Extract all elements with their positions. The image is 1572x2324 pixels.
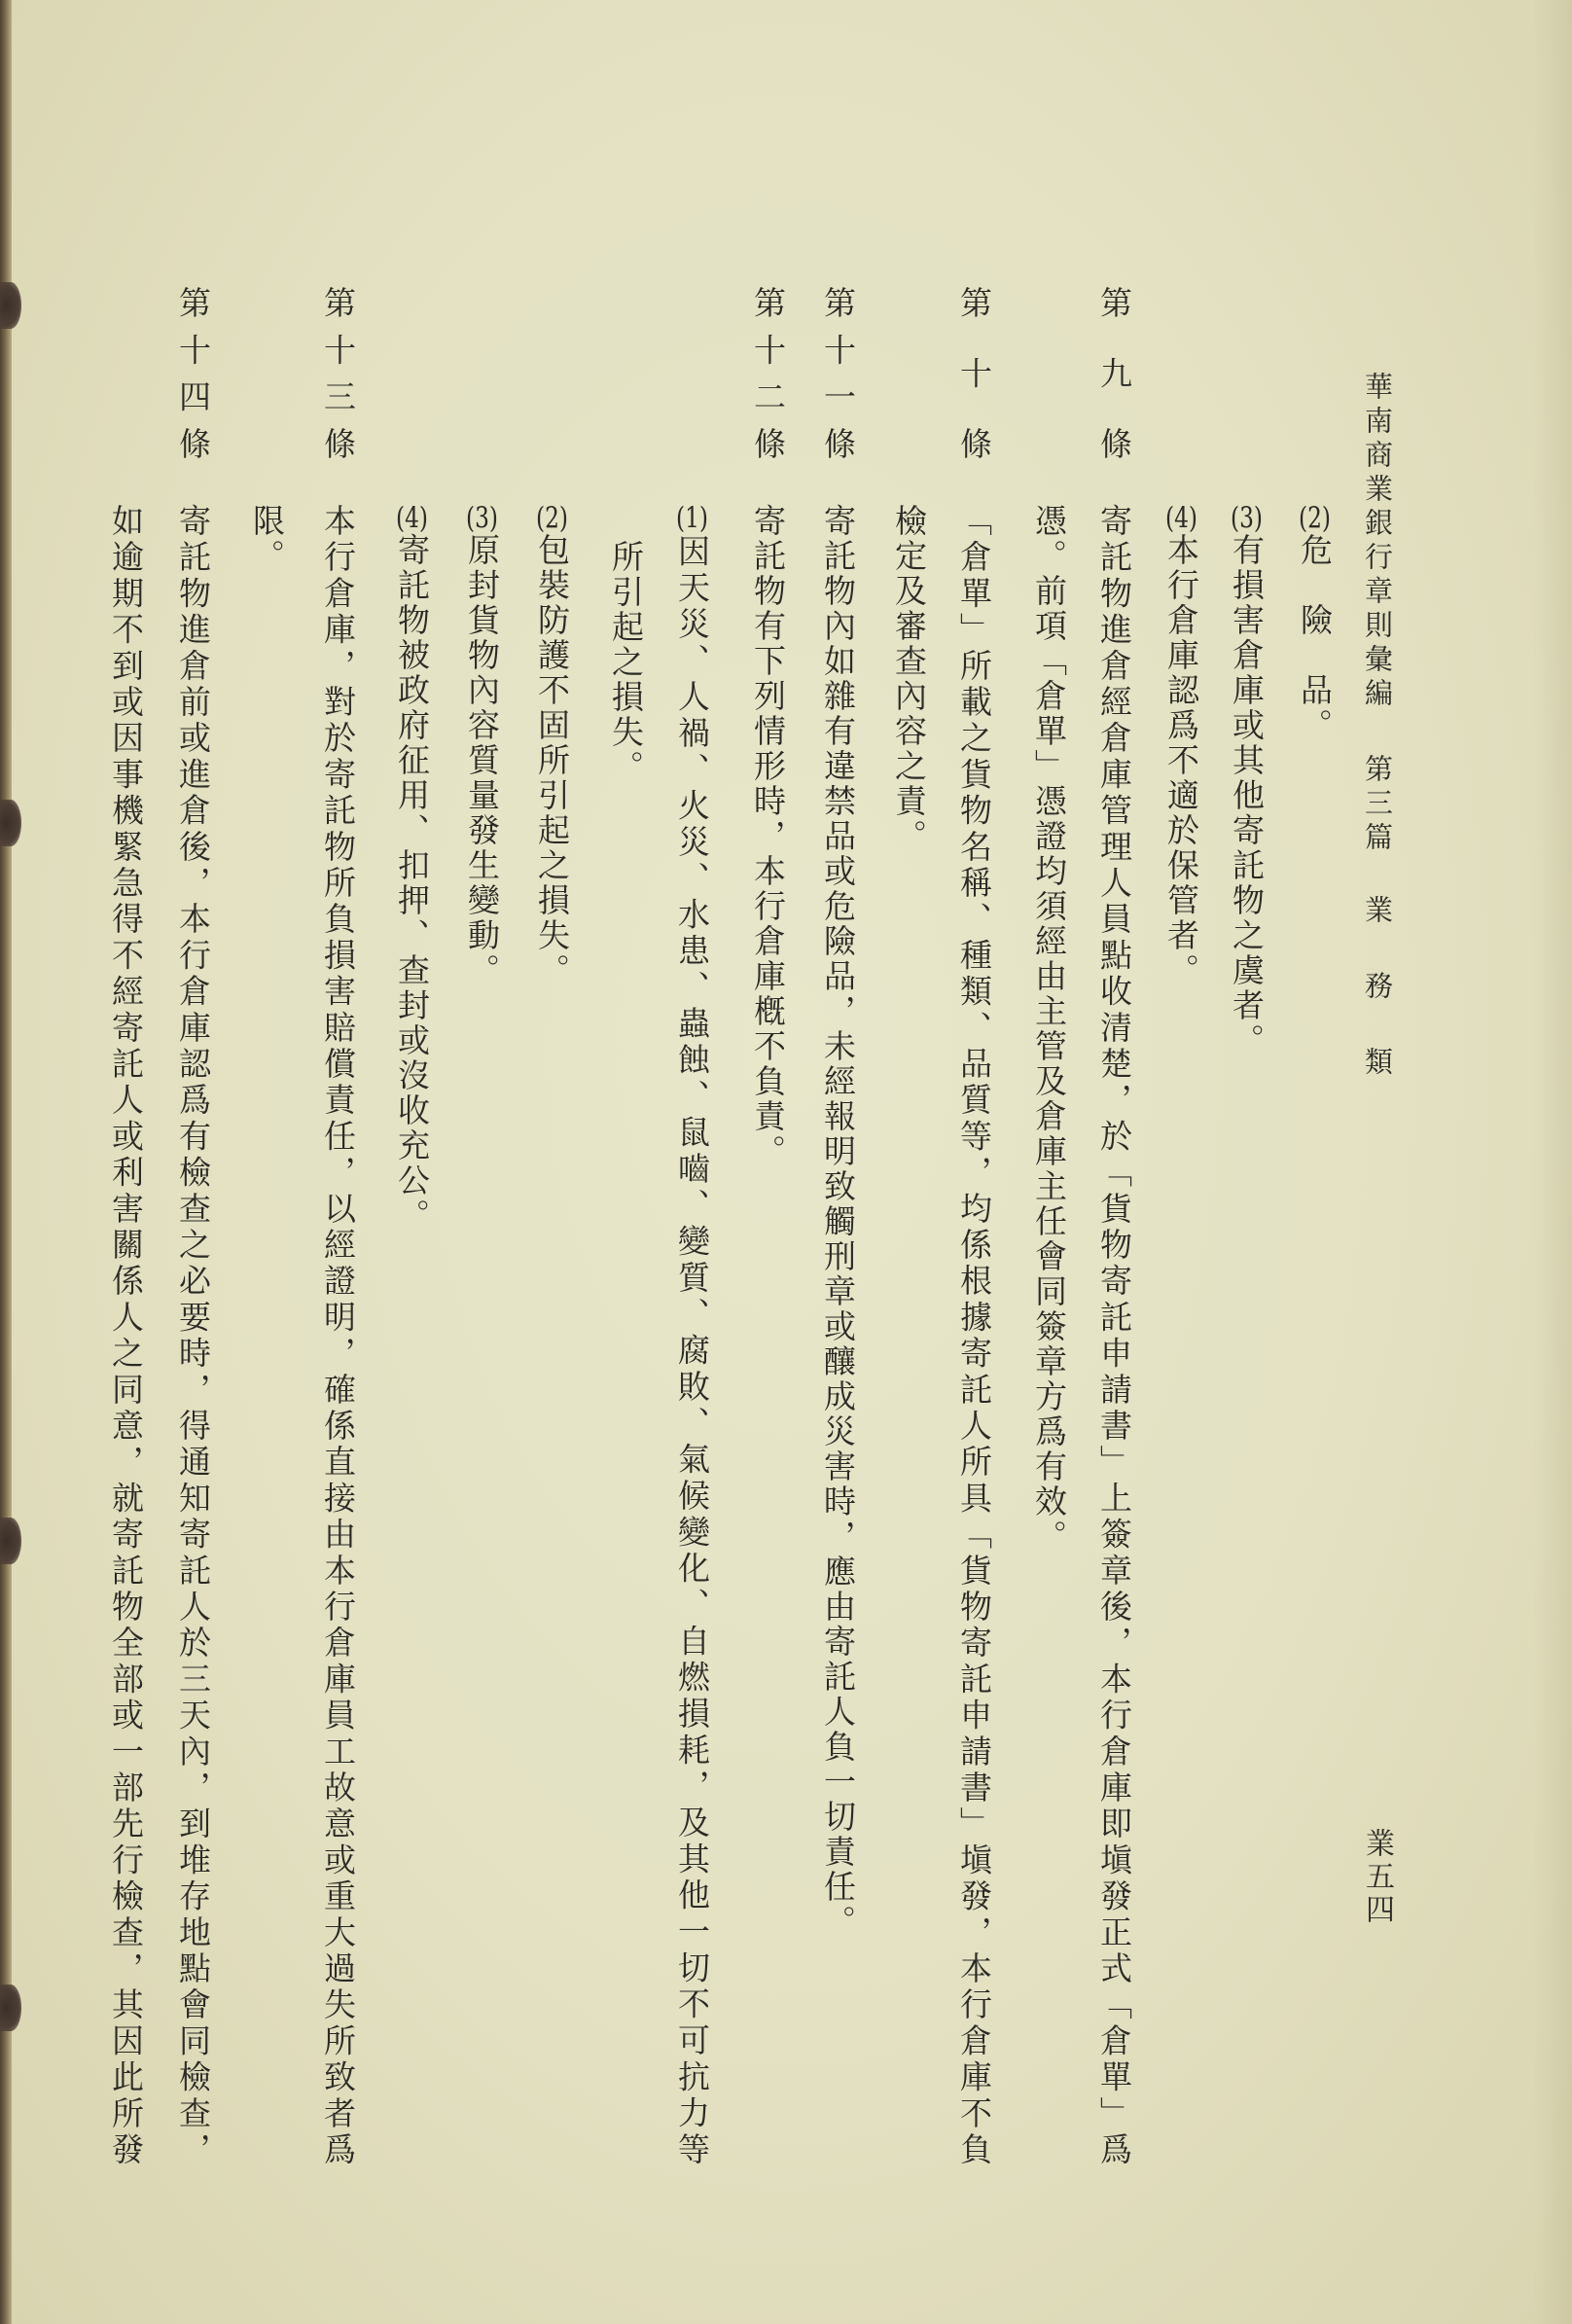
article-number: 第九條 [1095,286,1133,462]
item-text: 寄託物被政府征用、扣押、查封或沒收充公。 [393,533,431,1234]
item-text: 包裝防護不固所引起之損失。 [533,533,571,988]
item-marker: (2) [536,504,568,533]
list-item [1297,504,1333,743]
page-edge-shadow [1533,0,1572,2324]
article-number: 第十條 [955,286,993,462]
list-item [1163,504,1199,988]
book-binding-edge [0,0,12,2324]
article-text-line: 如逾期不到或因事機緊急得不經寄託人或利害關係人之同意，就寄託物全部或一部先行檢查，其因此所發 [107,504,145,2167]
item-text: 因天災、人禍、火災、水患、蟲蝕、鼠嚙、變質、腐敗、氣候變化、自燃損耗，及其他一切不可抗力等 [673,534,711,2167]
header-category: 業務類 [1361,895,1394,1123]
article-text-line: 寄託物有下列情形時，本行倉庫槪不負責。 [749,504,787,1169]
binding-stitch [0,282,21,329]
item-marker: (4) [1165,504,1197,533]
binding-stitch [0,800,21,846]
binding-stitch [0,1984,21,2031]
list-item [534,504,570,988]
item-text: 原封貨物內容質量發生變動。 [463,533,501,988]
item-text: 有損害倉庫或其他寄託物之虞者。 [1228,533,1266,1058]
item-marker: (1) [676,504,708,533]
item-text-continuation: 所引起之損失。 [607,540,645,785]
header-part: 第三篇 [1361,754,1394,856]
article-number: 第十二條 [749,286,787,462]
article-text-line: 限。 [248,504,286,574]
article-text-line: 寄託物進倉前或進倉後，本行倉庫認爲有檢查之必要時，得通知寄託人於三天內，到堆存地點會同檢查， [174,504,212,2167]
article-text-line: 本行倉庫，對於寄託物所負損害賠償責任，以經證明，確係直接由本行倉庫員工故意或重大過失所致者爲 [319,504,357,2167]
item-marker: (2) [1299,504,1331,533]
article-text-line: 檢定及審查內容之責。 [890,504,928,854]
list-item [394,504,430,1234]
item-marker: (3) [1231,504,1263,533]
list-item [674,504,710,2167]
page-number: 業五四 [1360,1828,1394,1927]
article-number: 第十三條 [319,286,357,462]
item-text: 危 險 品。 [1296,533,1334,743]
item-text: 本行倉庫認爲不適於保管者。 [1162,533,1200,988]
list-item [464,504,500,988]
article-text-line: 寄託物進倉經倉庫管理人員點收清楚，於「貨物寄託申請書」上簽章後，本行倉庫即塡發正式「倉單」爲 [1095,504,1133,2167]
item-marker: (4) [396,504,428,533]
list-item [1229,504,1265,1058]
article-text-line: 寄託物內如雜有違禁品或危險品，未經報明致觸刑章或釀成災害時，應由寄託人負一切責任。 [819,504,857,1940]
binding-stitch [0,1518,21,1564]
item-marker: (3) [466,504,498,533]
article-number: 第十一條 [819,286,857,462]
article-text-line: 「倉單」所載之貨物名稱、種類、品質等，均係根據寄託人所具「貨物寄託申請書」塡發，本行倉庫不負 [955,504,993,2167]
article-text-line: 憑。前項「倉單」憑證均須經由主管及倉庫主任會同簽章方爲有效。 [1030,504,1068,1555]
header-title: 華南商業銀行章則彙編 [1361,372,1394,712]
article-number: 第十四條 [174,286,212,462]
